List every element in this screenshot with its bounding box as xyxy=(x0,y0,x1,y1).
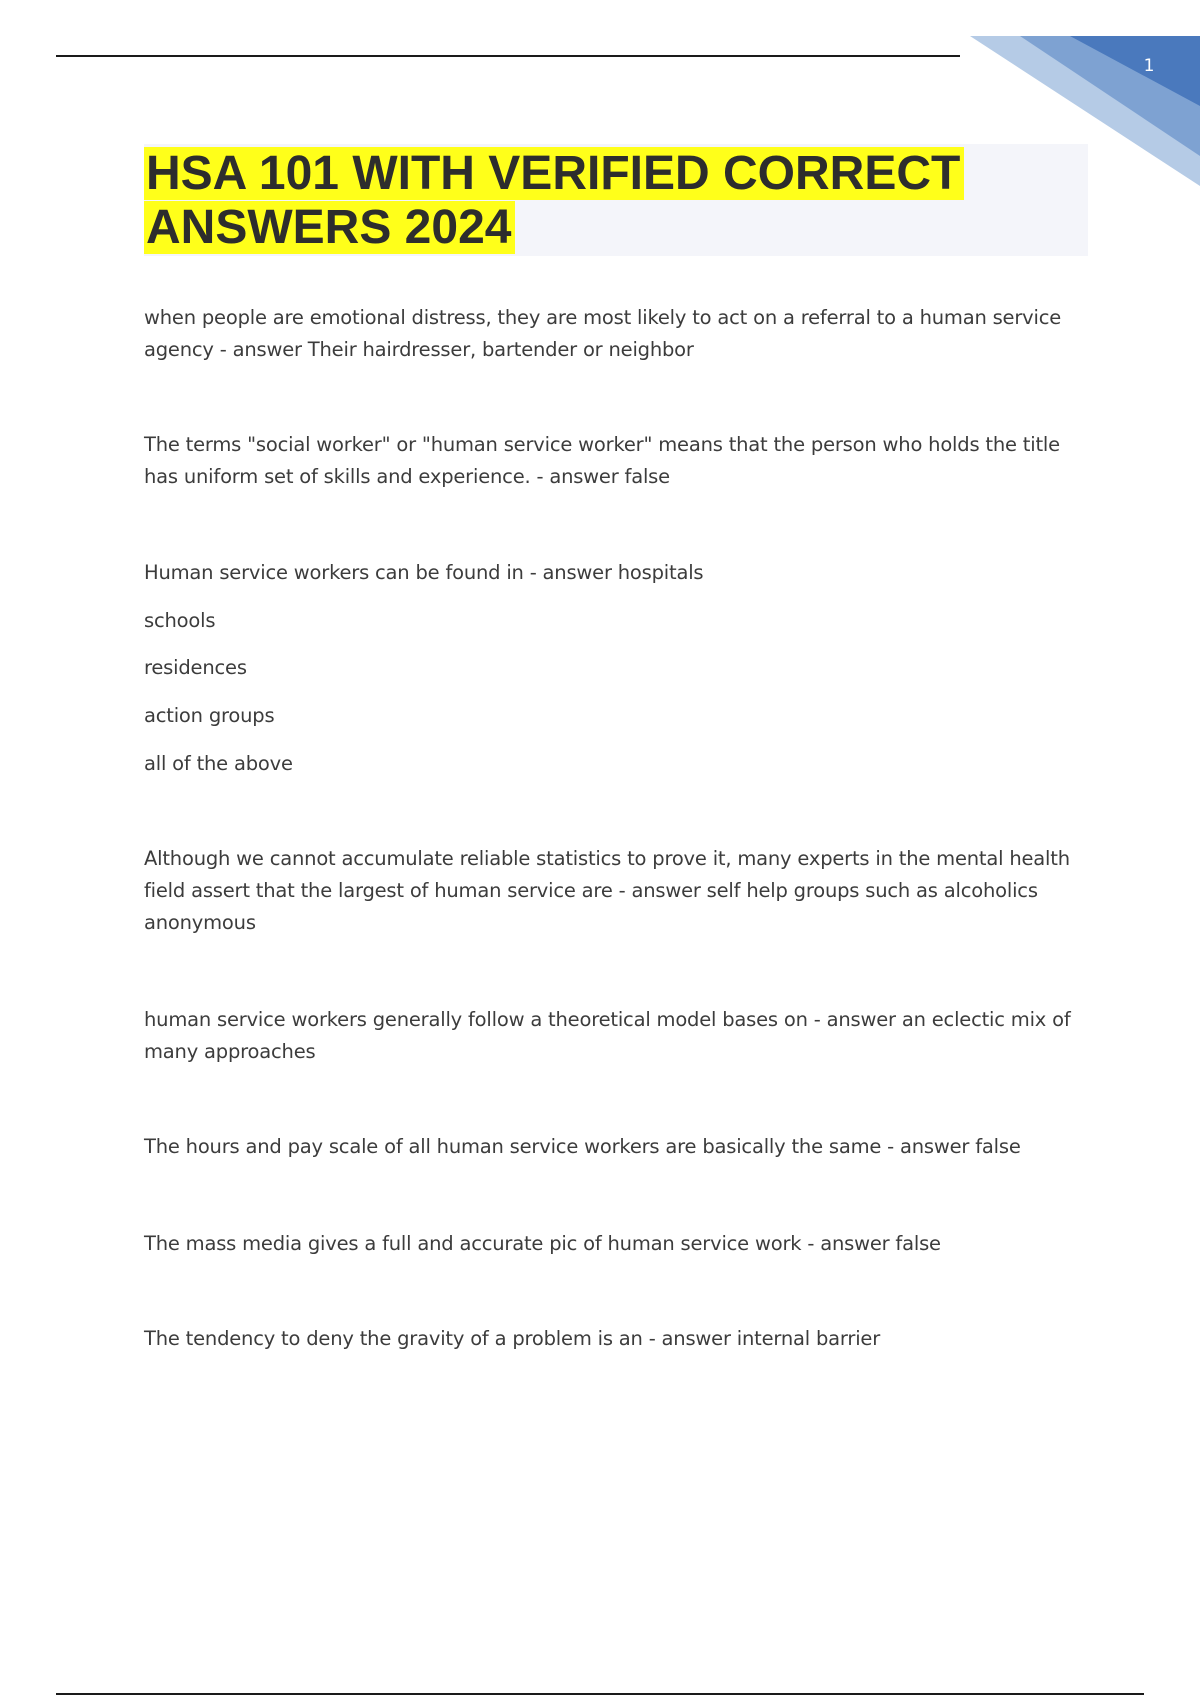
qa-item-3-option: residences xyxy=(144,656,247,679)
header-rule xyxy=(56,55,960,57)
qa-item-3-option: schools xyxy=(144,609,216,632)
qa-item-3-option: action groups xyxy=(144,704,275,727)
qa-item-2: The terms "social worker" or "human service worker" means that the person who holds the title has uniform set of skills and experience. - answer false xyxy=(144,433,1060,488)
qa-item-7: The mass media gives a full and accurate pic of human service work - answer false xyxy=(144,1232,941,1255)
title-highlight: HSA 101 WITH VERIFIED CORRECT ANSWERS 2024 xyxy=(144,147,964,254)
qa-item-1: when people are emotional distress, they are most likely to act on a referral to a human service agency - answer Their hairdresser, bartender or neighbor xyxy=(144,306,1062,361)
qa-item-8: The tendency to deny the gravity of a problem is an - answer internal barrier xyxy=(144,1327,881,1350)
document-title xyxy=(144,147,1044,255)
footer-rule xyxy=(56,1693,1144,1695)
qa-item-5: human service workers generally follow a theoretical model bases on - answer an eclectic mix of many approaches xyxy=(144,1008,1071,1063)
qa-item-4: Although we cannot accumulate reliable statistics to prove it, many experts in the mental health field assert that the largest of human service are - answer self help groups such as alcoholics anonymous xyxy=(144,847,1070,934)
page-number: 1 xyxy=(1143,56,1155,76)
qa-item-3-option: all of the above xyxy=(144,752,293,775)
qa-item-3: Human service workers can be found in - answer hospitals xyxy=(144,561,704,584)
qa-item-6: The hours and pay scale of all human service workers are basically the same - answer false xyxy=(144,1135,1021,1158)
